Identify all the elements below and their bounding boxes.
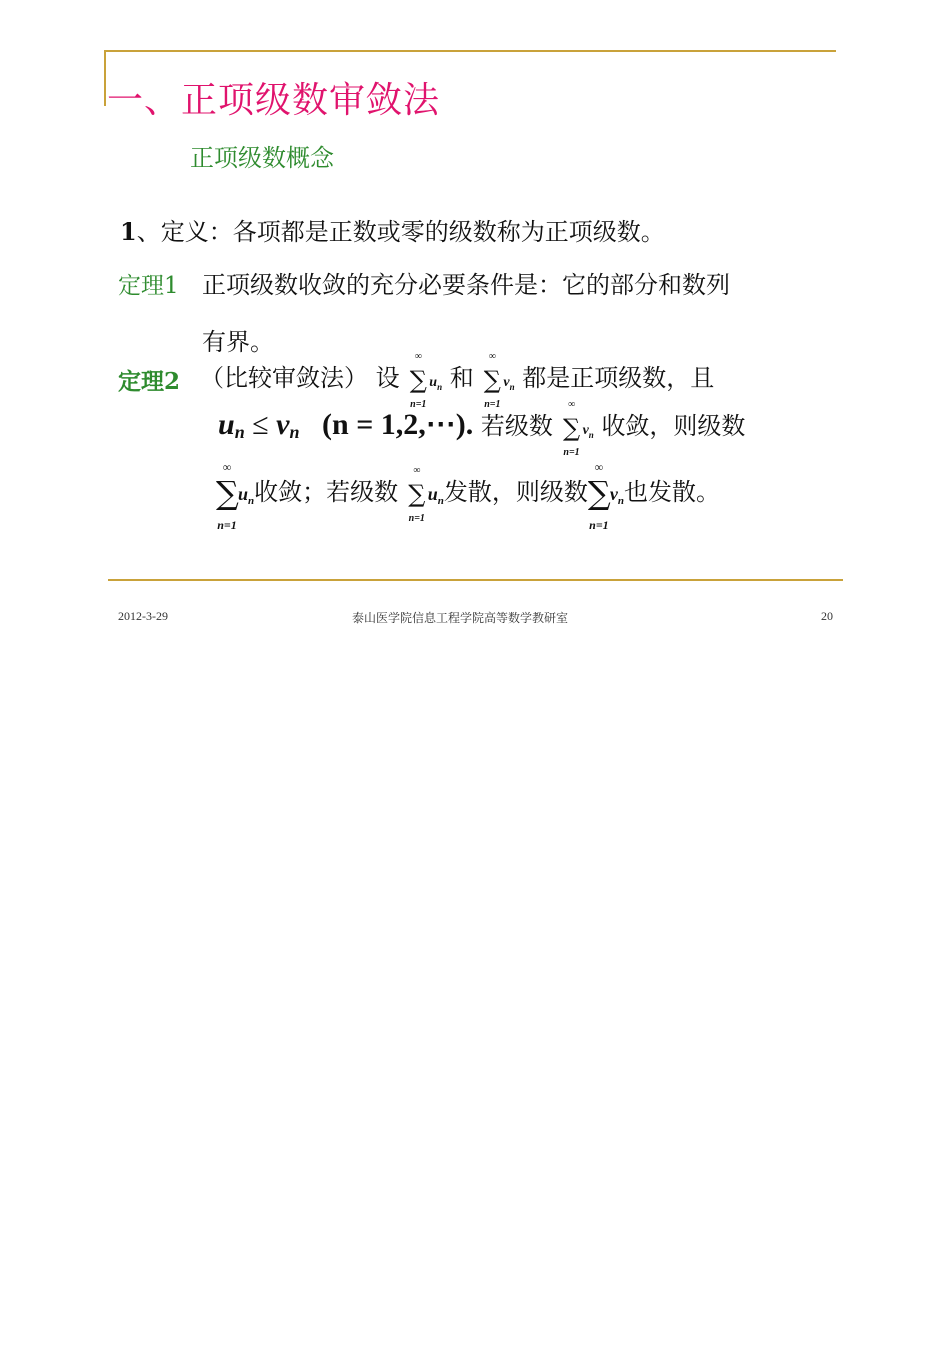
term-u-1: $u_n$	[429, 375, 443, 392]
theorem2-label: 定理2	[118, 368, 181, 395]
slide-frame-left	[104, 50, 106, 106]
converge-then-text: 收敛，则级数	[601, 412, 746, 440]
condition-range: (n = 1,2,⋯).	[322, 408, 474, 441]
sum-u-2: ∞ ∑ n=1	[216, 459, 239, 532]
definition-line	[120, 212, 665, 247]
theorem1-line1: 正项级数收敛的充分必要条件是：它的部分和数列	[202, 271, 730, 299]
theorem2-line2	[218, 398, 746, 458]
slide-frame-top	[104, 50, 836, 52]
theorem1-line2: 有界。	[202, 328, 274, 356]
converge-text: 收敛；若级数	[254, 478, 399, 506]
also-diverge-text: 也发散。	[624, 478, 721, 506]
and-text: 和	[449, 364, 474, 392]
term-v-2: $v_n$	[582, 423, 594, 440]
inequality: un ≤ vn (n = 1,2,⋯).	[218, 408, 474, 442]
term-v-3: $v_n$	[609, 484, 625, 507]
footer-date: 2012-3-29	[118, 609, 168, 623]
both-positive-text: 都是正项级数，且	[522, 364, 715, 392]
if-converge-text: 若级数	[480, 412, 553, 440]
theorem2-line1	[200, 350, 715, 410]
definition-text: 、定义：各项都是正数或零的级数称为正项级数。	[136, 218, 665, 246]
term-u-2: $u_n$	[238, 484, 255, 507]
definition-number: 1	[120, 217, 137, 246]
diverge-text: 发散，则级数	[443, 478, 588, 506]
footer-page-number: 20	[821, 609, 833, 623]
sum-u-3: ∞ ∑ n=1	[408, 464, 426, 524]
theorem2-line3	[216, 459, 721, 532]
theorem2-intro: （比较审敛法） 设	[200, 364, 400, 392]
sum-v-1: ∞ ∑ n=1	[483, 350, 501, 410]
footer-institution: 泰山医学院信息工程学院高等数学教研室	[352, 611, 569, 625]
sum-v-2: ∞ ∑ n=1	[562, 398, 581, 458]
theorem1-label: 定理1	[118, 273, 179, 299]
footer-divider	[108, 579, 843, 581]
sum-v-3: ∞ ∑ n=1	[587, 459, 611, 532]
slide-subtitle: 正项级数概念	[190, 144, 334, 172]
sum-u-1: ∞ ∑ n=1	[409, 350, 427, 410]
term-v-1: $v_n$	[503, 375, 515, 392]
slide-title: 一、正项级数审敛法	[107, 80, 441, 121]
term-u-3: $u_n$	[427, 484, 444, 507]
